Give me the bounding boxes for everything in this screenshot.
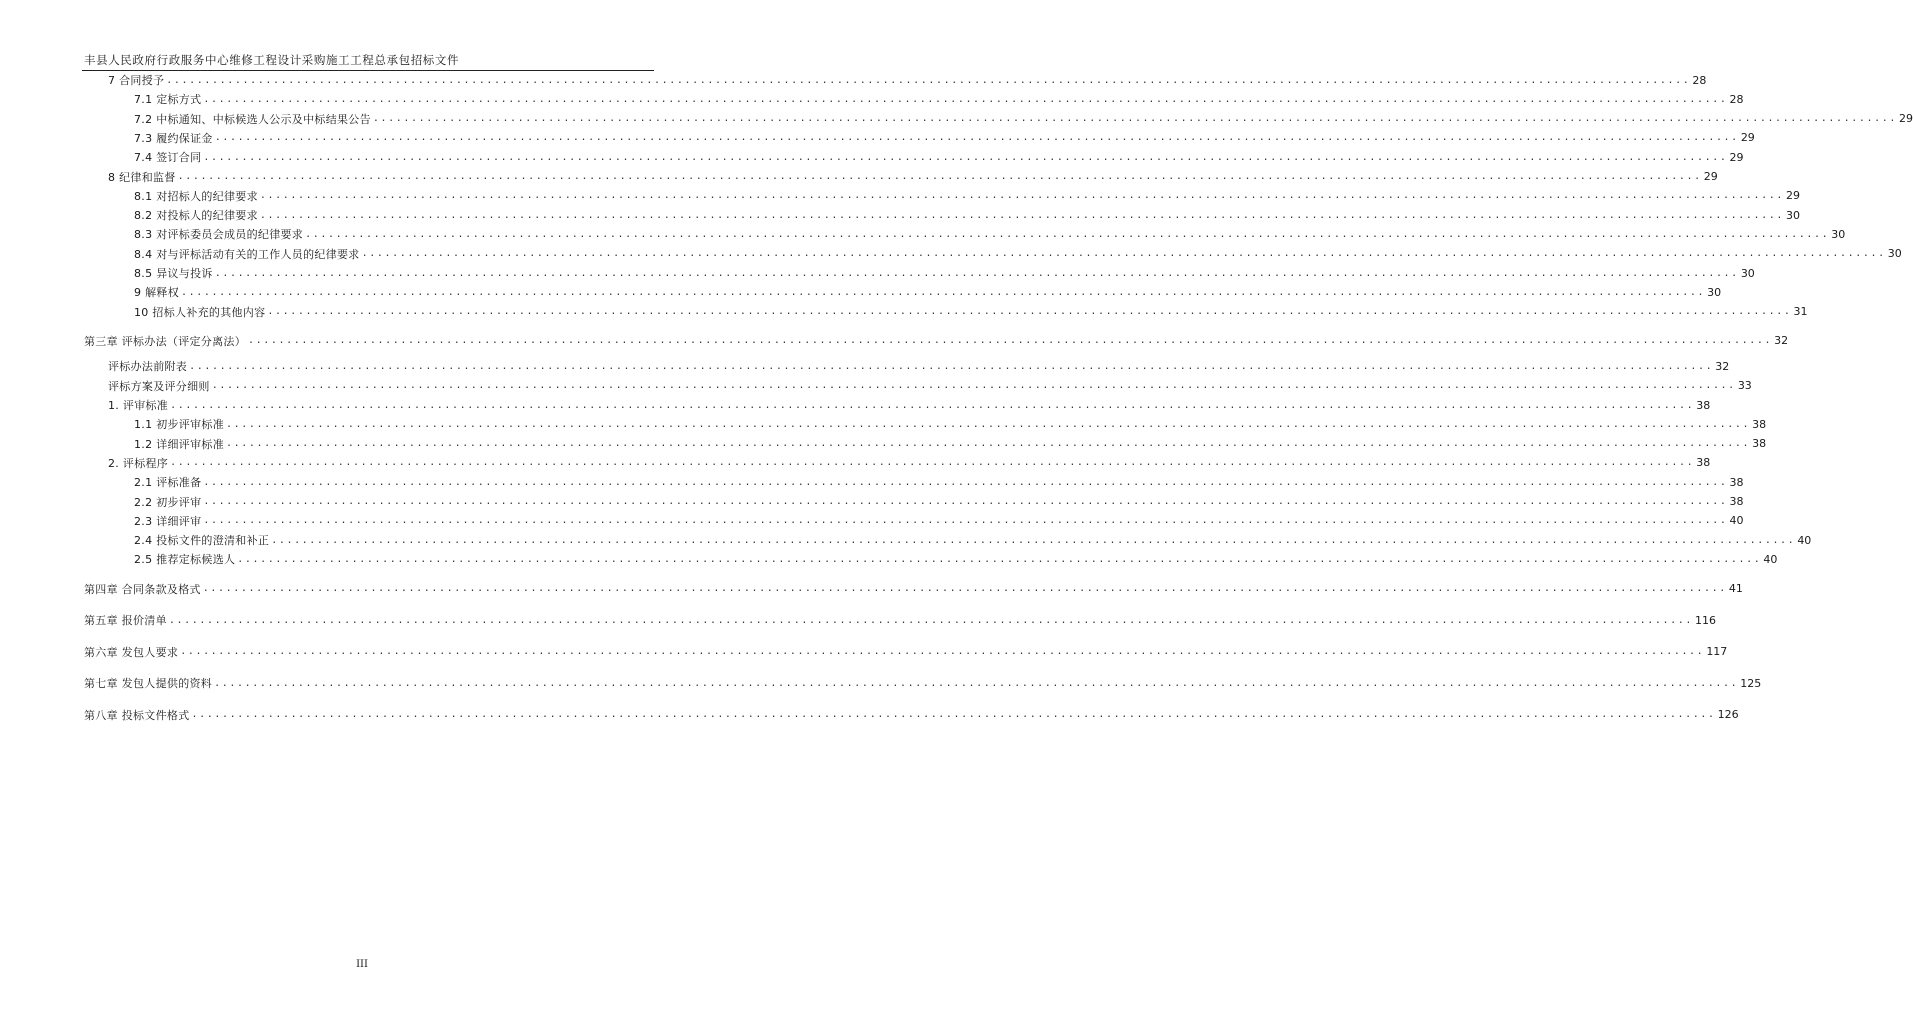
toc-entry-page: 30: [1786, 208, 1800, 222]
toc-entry-page: 29: [1899, 112, 1913, 126]
dot-leader: ........................................................................................................................................................................................................: [170, 399, 1695, 411]
toc-entry-title: 1.2 详细评审标准: [134, 437, 224, 451]
dot-leader: ........................................................................................................................................................................................................: [226, 418, 1751, 430]
toc-entry-page: 30: [1831, 227, 1846, 241]
toc-entry-title: 2.5 推荐定标候选人: [134, 553, 236, 567]
toc-entry[interactable]: [134, 473, 1744, 491]
toc-entry-page: 29: [1703, 170, 1718, 183]
toc-entry-title: 8.2 对投标人的纪律要求: [134, 209, 258, 223]
dot-leader: ........................................................................................................................................................................................................: [361, 248, 1886, 260]
toc-entry-page: 28: [1729, 92, 1744, 106]
toc-entry[interactable]: [134, 435, 1767, 453]
dot-leader: ........................................................................................................................................................................................................: [189, 360, 1714, 372]
dot-leader: ........................................................................................................................................................................................................: [203, 151, 1728, 163]
toc-entry-title: 第五章 报价清单: [84, 614, 167, 628]
toc-entry-title: 评标办法前附表: [108, 360, 188, 374]
toc-entry[interactable]: [84, 611, 1717, 629]
toc-entry-page: 116: [1695, 613, 1717, 627]
toc-entry[interactable]: [134, 303, 1808, 321]
toc-entry-page: 31: [1793, 305, 1808, 319]
toc-entry-page: 38: [1752, 417, 1767, 431]
toc-entry-page: 38: [1696, 398, 1711, 412]
toc-entry-title: 7.4 签订合同: [134, 151, 202, 165]
toc-entry-page: 40: [1797, 533, 1812, 547]
toc-entry-title: 2.3 详细评审: [134, 514, 202, 528]
toc-entry[interactable]: [134, 206, 1800, 224]
toc-entry-page: 38: [1696, 456, 1711, 470]
toc-entry[interactable]: [108, 377, 1752, 395]
toc-entry-page: 32: [1715, 359, 1730, 373]
toc-entry[interactable]: [84, 706, 1739, 724]
dot-leader: ........................................................................................................................................................................................................: [226, 438, 1751, 450]
dot-leader: ........................................................................................................................................................................................................: [214, 132, 1739, 144]
toc-entry-title: 第七章 发包人提供的资料: [84, 677, 213, 691]
dot-leader: ........................................................................................................................................................................................................: [180, 646, 1705, 658]
toc-entry-title: 7.1 定标方式: [134, 93, 202, 107]
dot-leader: ........................................................................................................................................................................................................: [191, 709, 1716, 721]
dot-leader: ........................................................................................................................................................................................................: [203, 93, 1728, 105]
dot-leader: ........................................................................................................................................................................................................: [202, 583, 1727, 595]
dot-leader: ........................................................................................................................................................................................................: [177, 171, 1702, 182]
toc-entry[interactable]: [134, 512, 1744, 530]
toc-entry-title: 1.1 初步评审标准: [134, 418, 224, 432]
toc-entry[interactable]: [108, 396, 1711, 414]
toc-entry-page: 125: [1740, 676, 1762, 690]
toc-entry-title: 8.4 对与评标活动有关的工作人员的纪律要求: [134, 247, 360, 261]
dot-leader: ........................................................................................................................................................................................................: [259, 190, 1784, 202]
dot-leader: ........................................................................................................................................................................................................: [203, 496, 1728, 507]
toc-entry[interactable]: [134, 110, 1913, 128]
toc-entry-title: 第六章 发包人要求: [84, 645, 179, 659]
toc-entry[interactable]: [84, 674, 1762, 692]
toc-entry-title: 7 合同授予: [108, 74, 165, 87]
toc-entry-page: 29: [1786, 189, 1800, 203]
toc-entry[interactable]: [134, 415, 1767, 433]
dot-leader: ........................................................................................................................................................................................................: [181, 286, 1706, 298]
dot-leader: ........................................................................................................................................................................................................: [305, 228, 1830, 240]
toc-entry-page: 38: [1729, 495, 1744, 508]
toc-entry-page: 29: [1729, 150, 1744, 164]
toc-entry[interactable]: [134, 550, 1778, 568]
toc-entry[interactable]: [134, 264, 1755, 282]
toc-entry-title: 7.2 中标通知、中标候选人公示及中标结果公告: [134, 112, 371, 126]
toc-entry-page: 38: [1752, 437, 1767, 451]
toc-entry-page: 28: [1692, 73, 1707, 87]
toc-entry-page: 41: [1728, 582, 1743, 596]
toc-entry-title: 第八章 投标文件格式: [84, 708, 190, 722]
dot-leader: ........................................................................................................................................................................................................: [248, 335, 1773, 347]
toc-entry[interactable]: [84, 643, 1728, 661]
page-number: III: [356, 959, 368, 970]
toc-entry-page: 38: [1729, 475, 1744, 489]
toc-entry-title: 7.3 履约保证金: [134, 131, 213, 145]
toc-entry-title: 2. 评标程序: [108, 456, 169, 470]
toc-entry[interactable]: [134, 283, 1722, 301]
dot-leader: ........................................................................................................................................................................................................: [237, 553, 1762, 565]
toc-entry-title: 2.2 初步评审: [134, 495, 202, 509]
toc-entry-page: 33: [1737, 379, 1752, 393]
toc-entry[interactable]: [84, 332, 1789, 350]
toc-entry-page: 126: [1717, 708, 1739, 722]
dot-leader: ........................................................................................................................................................................................................: [166, 74, 1691, 86]
toc-entry[interactable]: [134, 129, 1755, 147]
toc-entry[interactable]: [108, 71, 1707, 89]
toc-entry[interactable]: [108, 357, 1730, 375]
toc-entry[interactable]: [134, 187, 1800, 205]
dot-leader: ........................................................................................................................................................................................................: [168, 614, 1694, 626]
toc-entry[interactable]: [134, 493, 1744, 511]
toc-entry-page: 30: [1887, 247, 1902, 261]
dot-leader: ........................................................................................................................................................................................................: [203, 515, 1728, 527]
toc-entry-page: 40: [1729, 514, 1744, 528]
toc-entry[interactable]: [134, 148, 1744, 166]
dot-leader: ........................................................................................................................................................................................................: [267, 306, 1792, 318]
toc-entry[interactable]: [134, 90, 1744, 108]
toc-entry-page: 30: [1740, 266, 1755, 280]
toc-entry-title: 8.3 对评标委员会成员的纪律要求: [134, 228, 304, 242]
toc-entry[interactable]: [84, 580, 1743, 598]
dot-leader: ........................................................................................................................................................................................................: [214, 677, 1739, 689]
toc-entry-title: 2.1 评标准备: [134, 476, 202, 490]
toc-entry[interactable]: [134, 225, 1846, 243]
dot-leader: ........................................................................................................................................................................................................: [372, 113, 1897, 125]
toc-entry-page: 29: [1740, 131, 1755, 145]
toc-entry-title: 9 解释权: [134, 286, 179, 300]
toc-entry-title: 10 招标人补充的其他内容: [134, 305, 266, 319]
toc-entry-title: 8.1 对招标人的纪律要求: [134, 189, 258, 203]
toc-entry-title: 8 纪律和监督: [108, 170, 176, 184]
toc-entry-title: 1. 评审标准: [108, 399, 169, 412]
toc-entry-title: 评标方案及评分细则: [108, 379, 210, 393]
toc-entry[interactable]: [134, 245, 1902, 263]
toc-entry-title: 8.5 异议与投诉: [134, 267, 213, 280]
toc-entry[interactable]: [134, 531, 1812, 549]
toc-entry-title: 2.4 投标文件的澄清和补正: [134, 534, 270, 548]
toc-entry[interactable]: [108, 168, 1718, 186]
dot-leader: ........................................................................................................................................................................................................: [271, 534, 1796, 546]
document-header-title: 丰县人民政府行政服务中心维修工程设计采购施工工程总承包招标文件: [84, 53, 460, 67]
dot-leader: ........................................................................................................................................................................................................: [214, 267, 1739, 279]
dot-leader: ........................................................................................................................................................................................................: [203, 476, 1728, 488]
toc-entry-page: 40: [1763, 552, 1778, 566]
toc-entry-title: 第三章 评标办法（评定分离法）: [84, 334, 246, 348]
toc-entry-page: 117: [1706, 645, 1728, 659]
toc-entry-page: 32: [1774, 334, 1789, 348]
toc-entry[interactable]: [108, 454, 1711, 472]
dot-leader: ........................................................................................................................................................................................................: [259, 209, 1784, 221]
toc-entry-page: 30: [1707, 285, 1722, 299]
dot-leader: ........................................................................................................................................................................................................: [211, 380, 1736, 392]
toc-entry-title: 第四章 合同条款及格式: [84, 582, 201, 596]
dot-leader: ........................................................................................................................................................................................................: [170, 457, 1695, 469]
